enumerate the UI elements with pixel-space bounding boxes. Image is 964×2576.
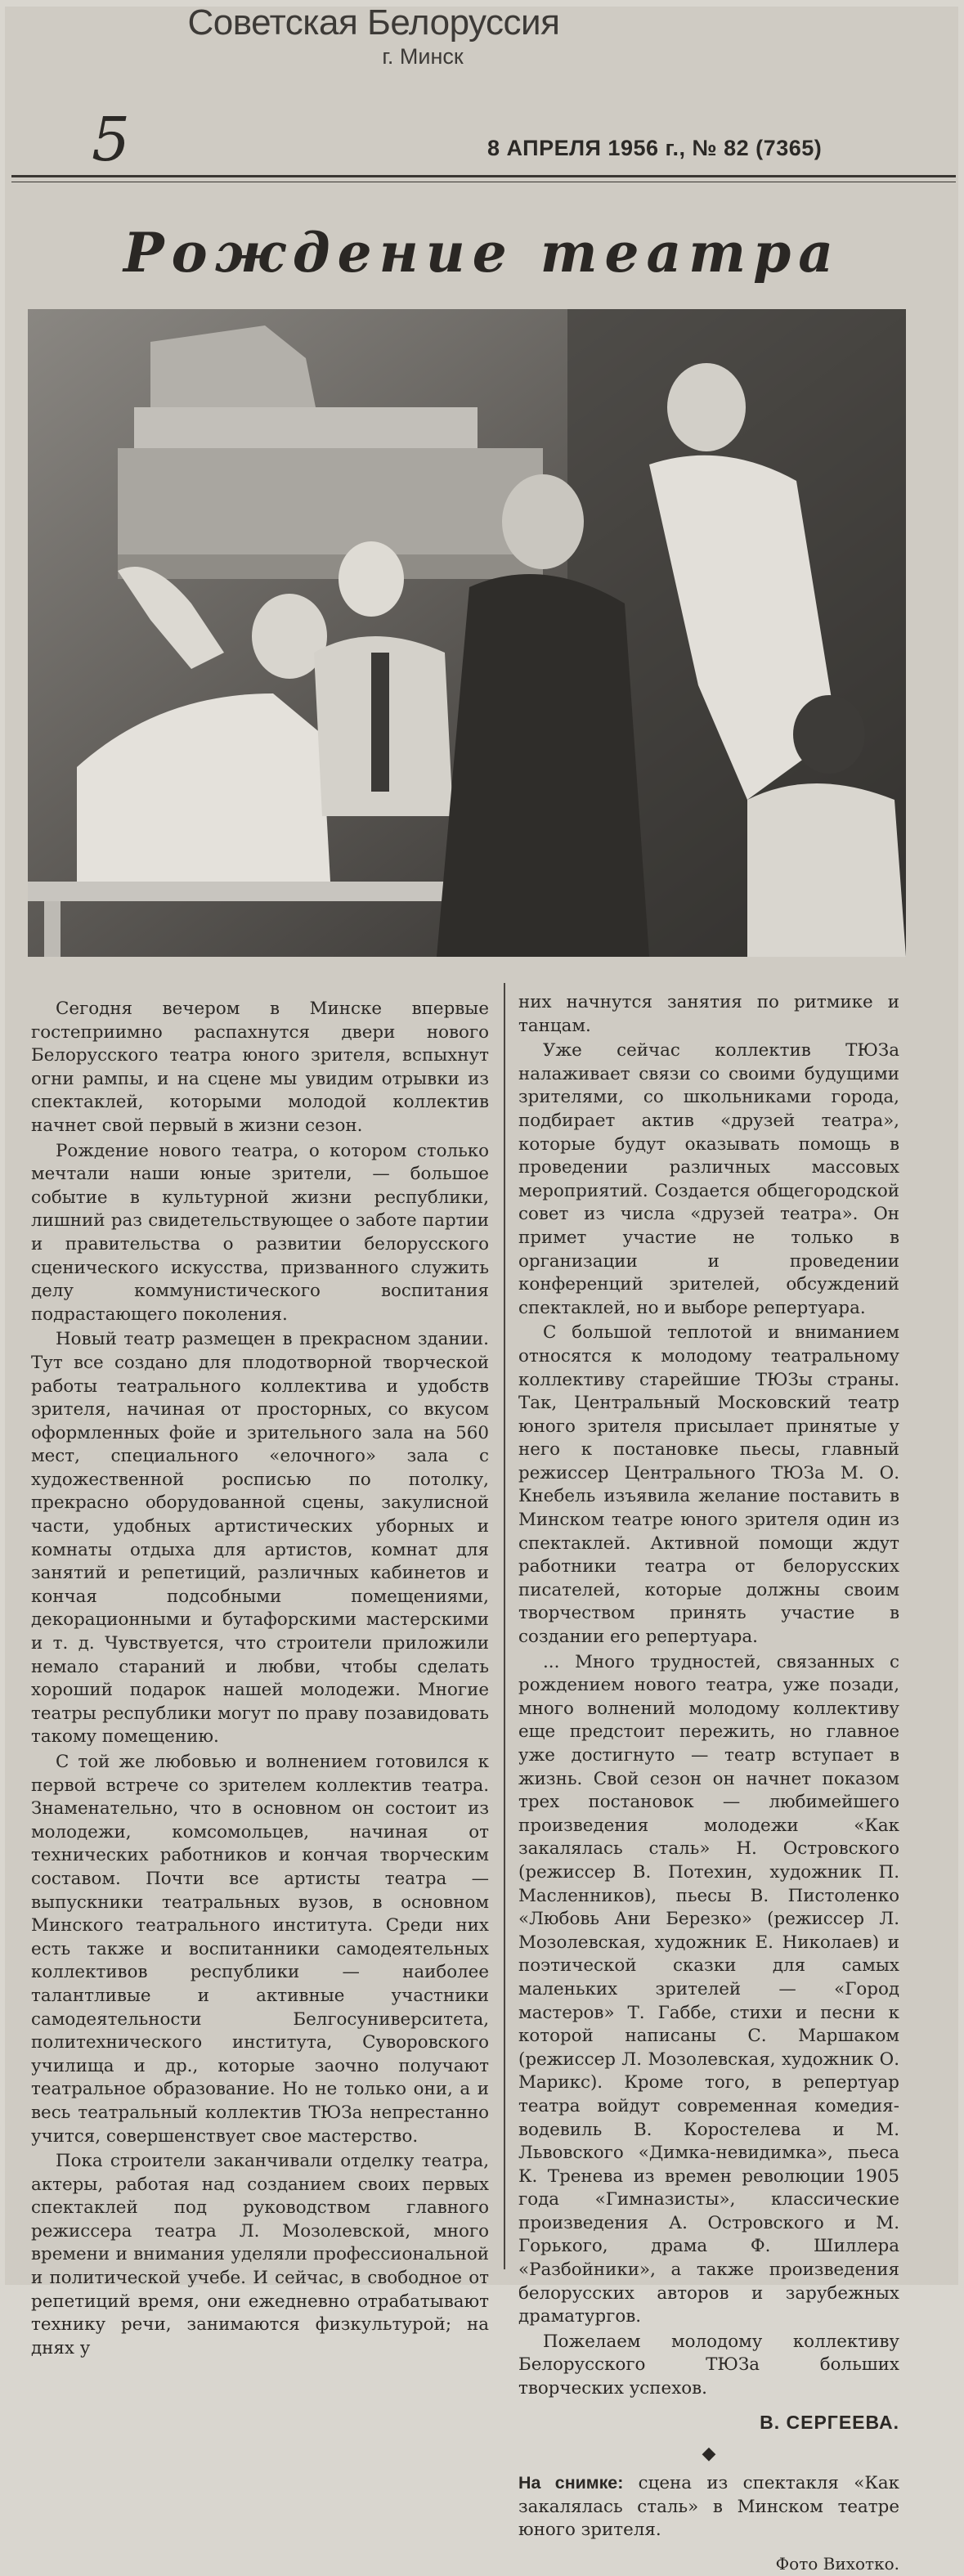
column-divider <box>504 983 505 2269</box>
diamond-ornament-icon: ◆ <box>702 2444 716 2465</box>
article-column-left <box>31 998 489 2360</box>
masthead <box>182 0 566 70</box>
article-headline: Рождение театра <box>123 221 841 285</box>
caption-label: На снимке: <box>518 2473 624 2493</box>
article-paragraph: них начнутся занятия по ритмике и танцам. <box>518 992 899 1036</box>
dateline: 8 АПРЕЛЯ 1956 г., № 82 (7365) <box>487 136 823 160</box>
article-paragraph: С той же любовью и волнением готовился к первой встрече со зрителем коллектив театра. Знаменательно, что в основном он состоит из молодежи, комсомольцев, начиная от технических работников и кончая творческим составом. Почти все артисты театра — выпускники театральных вузов, в основном Минского театрального института. Среди них есть также и воспитанники самодеятельных коллективов республики — наиболее талантливые и активные участники самодеятельности Белгосуниверситета, политехнического института, Суворовского училища и др., которые заочно получают театральное образование. Но не только они, а и весь театральный коллектив ТЮЗа непрестанно учится, совершенствует свое мастерство. <box>31 1752 489 2147</box>
author-signature: В. СЕРГЕЕВА. <box>760 2411 899 2433</box>
newspaper-name: Советская Белоруссия <box>187 2 560 43</box>
caption-text: сцена из спектакля «Как закалялась сталь» в Минском театре юного зрителя. <box>518 2473 899 2541</box>
photo-credit: Фото Вихотко. <box>775 2554 899 2574</box>
article-paragraph: С большой теплотой и вниманием относятся к молодому театральному коллективу старейшие ТЮЗы страны. Так, Центральный Московский театр юного зрителя присылает принятые у него к постановке пьесы, главный режиссер Центрального ТЮЗа М. О. Кнебель изъявила желание поставить в Минском театре юного зрителя один из спектаклей. Активной помощи ждут работники театра от белорусских писателей, которые должны своим творчеством принять участие в создании его репертуара. <box>518 1322 899 1648</box>
handwritten-number: 5 <box>92 105 131 175</box>
article-paragraph: Сегодня вечером в Минске впервые гостеприимно распахнутся двери нового Белорусского театра юного зрителя, вспыхнут огни рампы, и на сцене мы увидим отрывки из спектаклей, которыми молодой коллектив начнет свой первый в жизни сезон. <box>31 999 489 1136</box>
article-paragraph: Пока строители заканчивали отделку театра, актеры, работая над созданием своих первых спектаклей под руководством главного режиссера театра Л. Мозолевской, много времени и внимания уделяли профессиональной и политической учебе. И сейчас, в свободное от репетиций время, они ежедневно отрабатывают технику речи, занимаются физкультурой; на днях у <box>31 2151 489 2358</box>
header-rule <box>11 175 956 177</box>
article-paragraph: Уже сейчас коллектив ТЮЗа налаживает связи со своими будущими зрителями, со школьниками города, подбирает актив «друзей театра», которые будут оказывать помощь в проведении различных массовых мероприятий. Создается общегородской совет из числа «друзей театра». Он примет участие не только в организации и проведении конференций зрителей, обсуждений спектаклей, но и выборе репертуара. <box>518 1040 899 1318</box>
stage-photo-icon <box>28 309 906 957</box>
stage-photo <box>28 309 906 957</box>
article-column-right <box>518 991 899 2576</box>
article-paragraph: Рождение нового театра, о котором столько мечтали наши юные зрители, — большое событие в культурной жизни республики, лишний раз свидетельствующее о заботе партии и правительства о развитии белорусского сценического искусства, призванного служить делу коммунистического воспитания подрастающего поколения. <box>31 1140 489 1325</box>
article-paragraph: ... Много трудностей, связанных с рождением нового театра, уже позади, много волнений молодому коллективу еще предстоит пережить, но главное уже достигнуто — театр вступает в жизнь. Свой сезон он начнет показом трех постановок — любимейшего произведения молодежи «Как закалялась сталь» Н. Островского (режиссер В. Потехин, художник П. Масленников), пьесы В. Пистоленко «Любовь Ани Березко» (режиссер Л. Мозолевская, художник Е. Николаев) и поэтической сказки для самых маленьких зрителей — «Город мастеров» Т. Габбе, стихи и песни к которой написаны С. Маршаком (режиссер Л. Мозолевская, художник О. Марикс). Кроме того, в репертуар театра войдут современная комедия-водевиль В. Коростелева и М. Львовского «Димка-невидимка», пьеса К. Тренева из времен революции 1905 года «Гимназисты», классические произведения А. Островского и М. Горького, драма Ф. Шиллера «Разбойники», а также произведения белорусских авторов и зарубежных драматургов. <box>518 1651 899 2327</box>
photo-caption <box>518 2471 899 2542</box>
article-paragraph: Пожелаем молодому коллективу Белорусского ТЮЗа больших творческих успехов. <box>518 2331 899 2399</box>
newspaper-city: г. Минск <box>382 44 464 69</box>
article-paragraph: Новый театр размещен в прекрасном здании. Тут все создано для плодотворной творческой работы театрального коллектива и удобств зрителя, начиная от просторных, со вкусом оформленных фойе и зрительного зала на 560 мест, специального «елочного» зала с художественной росписью по потолку, прекрасно оборудованной сцены, закулисной части, удобных артистических уборных и комнаты отдыха для артистов, комнат для занятий и репетиций, различных кабинетов и кончая подсобными помещениями, декорационными и бутафорскими мастерскими и т. д. Чувствуется, что строители приложили немало стараний и любви, чтобы сделать хороший подарок нашей молодежи. Многие театры республики могут по праву позавидовать такому помещению. <box>31 1329 489 1748</box>
